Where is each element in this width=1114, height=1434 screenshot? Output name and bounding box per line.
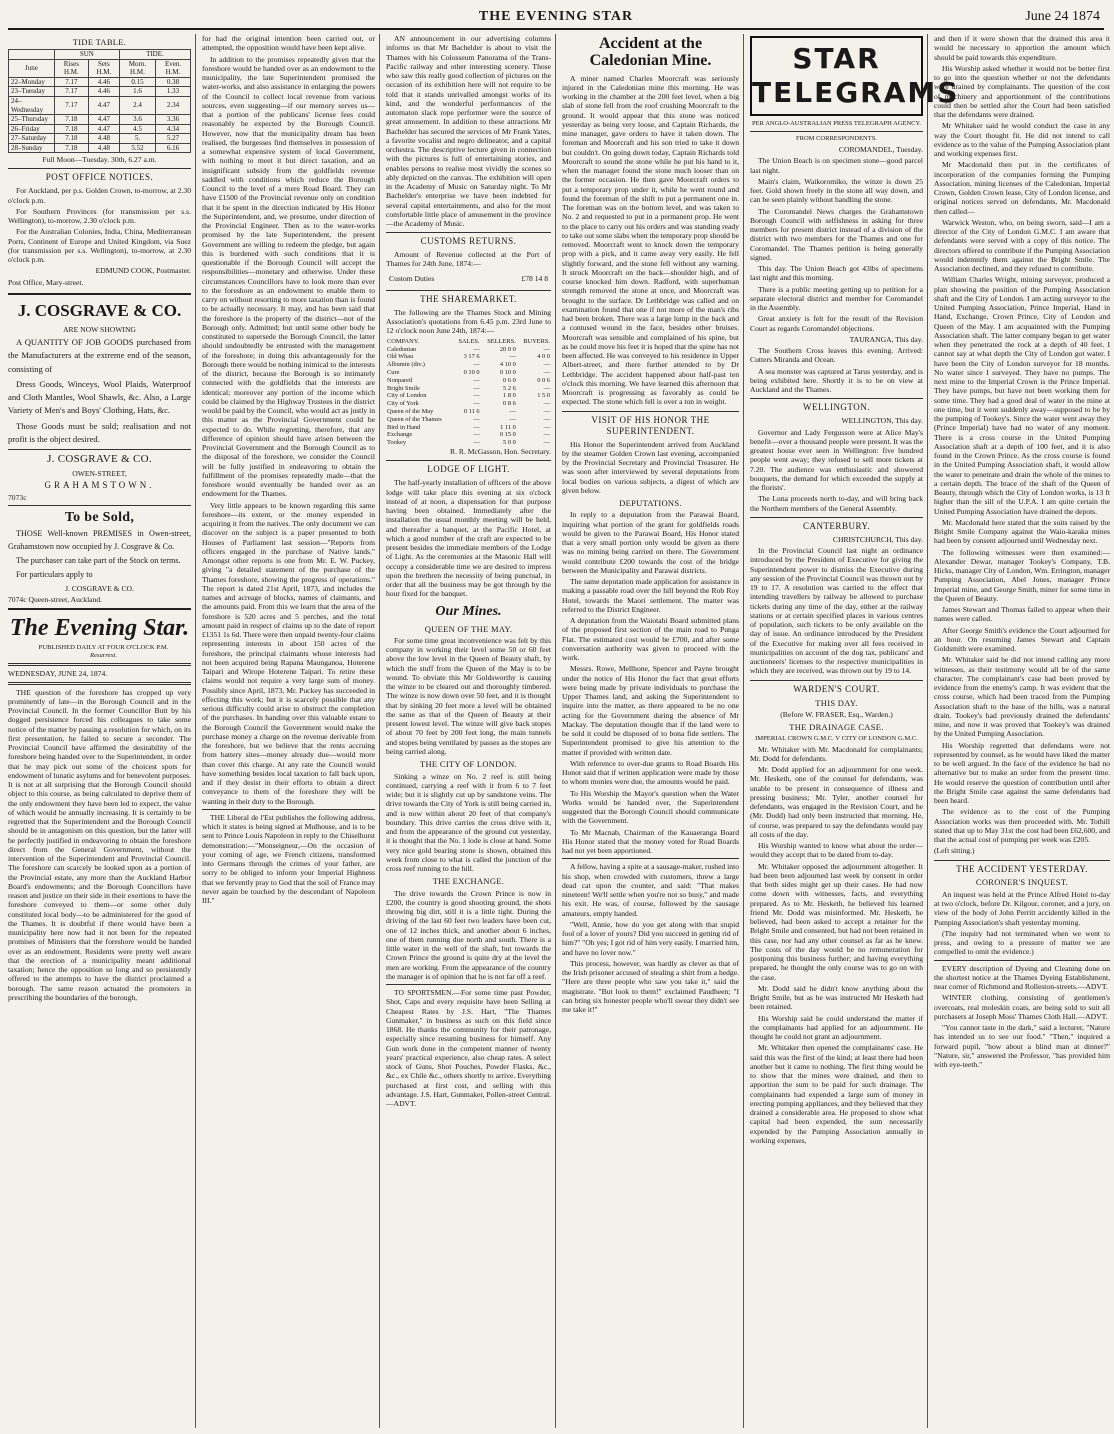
share-header: SALES. — [458, 337, 480, 345]
anecdote: "Well, Annie, how do you get along with that stupid fool of a lover of yours? Did you succeed in getting rid of him?" "Oh yes; I got rid of him very easily. I married him, and have no lover now." — [562, 919, 739, 957]
tide-cell: 4.47 — [88, 115, 119, 125]
dateline: CHRISTCHURCH, This day. — [832, 534, 923, 544]
sharemarket-title: THE SHAREMARKET. — [386, 290, 551, 305]
exchange-title: THE EXCHANGE. — [432, 876, 505, 887]
advert: WINTER clothing, consisting of gentlemen's overcoats, real moleskin coats, are being sold to suit all purchasers at Joseph Moss' Thames Cloth Hall.—ADVT. — [934, 993, 1110, 1021]
to-be-sold-text: The purchaser can take part of the Stock on terms. — [16, 555, 181, 565]
leader-continued: Very little appears to be known regarding this same foreshore—its extent, or the money expended in acquiring it from the natives. The only document we can discover on the subject is a paper presented to both Houses of Parliament last session—"Reports from officers engaged in the purchase of Native lands." Amongst other reports is one from Mr. E. W. Puckey, giving "a detailed statement of the purchase of the Thames foreshore, showing the progress of operations." The report is dated 21st April, 1873, and includes the names and acreage of blocks, names of claimants, and the amounts paid. From this we learn that the area of the foreshore is 520 acres and 5 perches, and the total amount paid in respect of claims up to the date of report £1351 1s 6d. There were then unpaid twenty-four claims representing interests in about 150 acres of the foreshore, the principal claimants whose interests had not been acquired being Rapana Maunganoa, Hoterene Taipari and Wirope Hoterene Taipari. To retire these claims would not require a very large sum of money. Possibly since April, 1873, Mr. Puckey has succeeded in effecting this work; but it is scarcely possible that any serious difficulty could arise to obstruct the completion of the purchases. In handing over this valuable estate to the Borough Council the Government would make the purchase money a charge on the revenue derivable from the foreshore, but we believe that the rents accruing from battery sites—money already due—would more than cover this charge. At any rate the Council would have something besides local taxation to fall back upon, and if they desist in their efforts to obtain a direct conveyance to them of the foreshore they will be wanting in their duty to the Borough. — [202, 500, 375, 806]
tide-title: TIDE TABLE. — [72, 37, 127, 47]
column-3 — [386, 34, 556, 1428]
court-text: James Stewart and Thomas failed to appear when their names were called. — [934, 605, 1110, 624]
tide-header: Sets H.M. — [88, 59, 119, 77]
tide-row — [9, 143, 191, 153]
tide-cell: 7.18 — [54, 115, 88, 125]
share-cell: — — [509, 353, 516, 361]
share-row — [386, 392, 551, 400]
share-cell: City of London — [387, 392, 427, 400]
court-text: His Worship regretted that defendants were not represented by counsel, as he would have liked the matter to be well argued. In the face of the evidence he had no alternative but to make an order from the present time. He would reserve the question of contribution until after the Bright Smile case against the same defendants had been heard. — [934, 740, 1110, 805]
tide-cell: 7.17 — [54, 87, 88, 97]
share-cell: 1 8 0 — [503, 392, 516, 400]
tide-cell: 2.4 — [119, 97, 155, 115]
tide-cell: 24–Wednesday — [9, 97, 55, 115]
anecdote: This process, however, was hardly as clever as that of the Irish prisoner accused of stealing a shirt from a hedge. "Here are three people who saw you take it," said the magistrate. "But look to them!" exclaimed Paudheen; "I can bring six honester people who'll swear they didn't see me take it!" — [562, 958, 739, 1015]
court-text: Mr. Whitaker then opened the complainants' case. He said this was the first of the kind; at least there had been another but it came to nothing. The first thing would be to show that the mines were drained, and then to apportion the sum to be paid for such drainage. The complainants had expended a large sum of money in erecting pumping appliances, and they believed that they drained a considerable area. He proposed to show what capital had been expended, the sum necessarily expended by the Pumping Association annually in working expenses, — [750, 1043, 923, 1145]
column-6 — [934, 34, 1114, 1428]
share-cell: — — [543, 415, 550, 423]
customs-label: Custom Duties — [389, 273, 435, 283]
customs-amount: £78 14 8 — [521, 273, 548, 283]
share-row — [386, 416, 551, 424]
share-cell: 5 2 6 — [503, 384, 516, 392]
tide-cell: 4.47 — [88, 97, 119, 115]
share-cell: 4 0 0 — [537, 353, 550, 361]
share-body — [386, 346, 551, 448]
telegram-item: There is a public meeting getting up to petition for a separate electoral district and member for Coromandel in the Assembly. — [750, 284, 923, 313]
share-cell: Exchange — [387, 431, 413, 439]
court-text: Mr. Macdonald here stated that the suits raised by the Bright Smile Company against the Waio-karaka mines had been by consent adjourned until Wednesday next. — [934, 517, 1110, 546]
tide-cell: 3.6 — [119, 115, 155, 125]
share-cell: 0 11 6 — [463, 408, 480, 415]
share-cell: Nonpareil — [387, 376, 413, 384]
correspondents-line: FROM CORRESPONDENTS. — [796, 135, 877, 143]
cosgrave-ad2-street: OWEN-STREET, — [72, 468, 127, 478]
share-row — [386, 361, 551, 369]
accident-text: A miner named Charles Moorcraft was seriously injured in the Caledonian mine this morning. He was working in the chamber at the 200 feet level, when a big slab of stone fell from the roof crushing Moorcraft to the ground. It would appear that this stone was noticed yesterday as being very loose, and Captain Richards, the mine manager, gave orders to have it taken down. The foreman and Moorcraft and his son tried to take it down but couldn't. On going down today, Captain Richards told Moorcraft to sound the stone while he put his hand to it, when the manager found the stone much looser than on the former occasion. He then gave Moorcraft orders to put a temporary prop under it, while he went round and found the foreman of the shift to put a permanent one in. The foreman was on the bottom level, and was taken to No. 2 and requested to put in a permanent prop. He went to the place to carry out his orders and was standing ready to take out some slabs when the temporary prop should be removed. Moorcraft went to knock down the temporary prop with a pick, and it came away very easily. He fell slightly forward, and the stone fell without any warning. It struck Moorcraft on the back—shoulder high, and of course knocked him down. Radford, with superhuman strength removed the stone at once, and Moorcraft was brought to the surface. Dr Lethbridge was called and on examination found that one if not more of the man's ribs had been broken. There was a large lump in the back and a contused wound in the face, besides other bruises. Moorcraft was sensible and complained of his spine, but as he could move his feet it is hoped that the spine has not been affected. He was conveyed to his residence in Upper Albert-street, and there further attended to by Dr Lethbridge. The accident happened about half-past ten o'clock this morning. We have learned this afternoon that Moorcraft is progressing as favorably as could be expected. The stone which fell is over a ton in weight. — [562, 73, 739, 407]
tide-cell: 7.18 — [54, 143, 88, 153]
telegram-item: The Southern Cross leaves this evening. Arrived: Cutters Miranda and Ocean. — [750, 346, 923, 365]
tide-cell: 7.18 — [54, 134, 88, 144]
wardens-court-title: WARDEN'S COURT. — [750, 680, 923, 695]
post-notice: For Southern Provinces (for transmission per s.s. Wellington), to-morrow, 2.30 o'clock p.m. — [8, 206, 191, 226]
share-cell: Queen of the Thames — [387, 415, 442, 423]
city-london-text: Sinking a winze on No. 2 reef is still being continued, carrying a reef with it from 6 to 7 feet wide; but it is slightly cut up by sandstone veins. The drive towards the City of York is still being carried in, and is now within about 20 feet of that company's boundary. This drive carries the cross drive with it, and from the appearance of the ground cut yesterday, it is thought that the No. 1 lode is close at hand. Some very nice gold bearing stone is shown, obtained this week from close to what is called the junction of the cross reef running to the hill. — [386, 771, 551, 874]
inquest-text: An inquest was held at the Prince Alfred Hotel to-day at two o'clock, before Dr. Kilgour, coroner, and a jury, on view of the body of John Perritt accidently killed in the Pumping Association's shaft yesterday morning. — [934, 889, 1110, 927]
tide-row — [9, 87, 191, 97]
share-cell: 20 0 0 — [499, 345, 516, 353]
tide-cell: 4.46 — [88, 77, 119, 87]
coroners-inquest-title: CORONER'S INQUEST. — [975, 877, 1069, 888]
share-cell: — — [473, 361, 480, 369]
agency-line: PER ANGLO-AUSTRALIAN PRESS TELEGRAPH AGENCY. — [752, 120, 921, 128]
share-cell: Old Whau — [387, 353, 414, 361]
tide-header: Rises H.M. — [54, 59, 88, 77]
tide-cell: 0.38 — [156, 77, 191, 87]
advert: EVERY description of Dyeing and Cleaning done on the shortest notice at the Thames Dyeing Establishment, near corner of Richmond and Rolleston-streets.—ADVT. — [934, 963, 1110, 992]
cosgrave-ad2-title: J. COSGRAVE & CO. — [47, 453, 152, 466]
customs-title: CUSTOMS RETURNS. — [386, 232, 551, 247]
share-header: SELLERS. — [487, 337, 516, 345]
sportsmen-advert: TO SPORTSMEN.—For some time past Powder, Shot, Caps and every requisite have been Selling at Cheapest Rates by J.S. Hart, "The Thames Gunmaker," in business as such on this field since 1868. He thanks the community for their patronage, especially since resuming business for himself. Any Gun work done in the competent manner of twenty years' practical experience, also cheap rates. A select stock of Guns, Shot Pouches, Powder Flasks, &c., &c., ex Chile &c., others shortly to arrive. Everything purchased at first cost, and selling with this advantage. J.S. Hart, Gunmaker, Pollen-street Central.—ADVT. — [386, 988, 551, 1109]
tide-header: June — [9, 59, 55, 77]
columns — [8, 34, 1110, 1428]
share-cell: 0 15 0 — [499, 431, 516, 439]
wellington-title: WELLINGTON. — [750, 398, 923, 413]
deputation-item: The same deputation made application for assistance in making a passable road over the hill beyond the Rob Roy Hotel, towards the Maori settlement. The matter was referred to the District Engineer. — [562, 577, 739, 614]
tide-row — [9, 115, 191, 125]
tide-cell: 1.6 — [119, 87, 155, 97]
share-cell: 0 10 0 — [499, 368, 516, 376]
court-text: His Worship wanted to know what about the order—would they accept that to be dated from to-day. — [750, 841, 923, 860]
canterbury-title: CANTERBURY. — [750, 517, 923, 532]
share-row — [386, 353, 551, 361]
telegram-item: The Luna proceeds north to-day, and will bring back the Northern members of the General Assembly. — [750, 494, 923, 513]
tide-table — [8, 49, 191, 153]
tide-cell: 2.34 — [156, 97, 191, 115]
share-cell: Bright Smile — [387, 384, 420, 392]
post-notice: For Auckland, per p.s. Golden Crown, to-morrow, at 2.30 o'clock p.m. — [8, 186, 191, 205]
share-cell: — — [509, 415, 516, 423]
before-line: (Before W. FRASER, Esq., Warden.) — [780, 709, 893, 719]
cosgrave-ad-text: Those Goods must be sold; realisation and not profit is the object desired. — [8, 420, 191, 445]
column-4 — [562, 34, 744, 1428]
tide-row — [9, 124, 191, 134]
customs-table — [386, 271, 551, 286]
share-cell: Bird in Hand — [387, 423, 421, 431]
court-text: and then if it were shown that the drained this area it would be necessary to apportion the amount which should be paid towards this expenditure. — [934, 34, 1110, 62]
this-day: THIS DAY. — [815, 697, 858, 708]
anecdote: A fellow, having a spite at a sausage-maker, rushed into his shop, when crowded with customers, threw a large dead cat upon the counter, and said: "That makes nineteen! We'll settle when you're not so busy," and made his exit. He was, of course, followed by the sausage amateurs, empty handed. — [562, 862, 739, 918]
news-item: THE Liberal de l'Est publishes the following address, which it states is being signed at Mulhouse, and is to be sent to Prince Louis Napoleon in reply to the Chiselhurst demonstration:—"Monseigneur,—On the occasion of your coming of age, we French citizens, transformed into Germans through the crimes of your father, are sorry to be obliged to inform your Imperial Highness that we fervently pray to God that the soil of France may never again be touched by the descendant of Napoleon III." — [202, 812, 375, 905]
sharemarket-table — [386, 338, 551, 447]
visit-title: VISIT OF HIS HONOR THE SUPERINTENDENT. — [562, 411, 739, 437]
post-office-address: Post Office, Mary-street. — [8, 277, 84, 287]
share-cell: — — [473, 431, 480, 439]
share-cell: — — [473, 415, 480, 423]
masthead-title: THE EVENING STAR — [478, 9, 634, 24]
deputation-item: A deputation from the Waiotahi Board submitted plans of the proposed first section of the main road to Punga Flat. The estimated cost would be £700, and after some conversation authority was given to proceed with the work. — [562, 616, 739, 663]
tide-cell: 7.17 — [54, 77, 88, 87]
share-cell: — — [473, 392, 480, 400]
tide-cell: 5.27 — [156, 134, 191, 144]
tide-cell: 7.17 — [54, 97, 88, 115]
sharemarket-sign: R. R. McGasson, Hon. Secretary. — [450, 447, 551, 457]
share-cell: — — [543, 400, 550, 408]
deputations-title: DEPUTATIONS. — [619, 498, 682, 509]
share-cell: 0 0 6 — [537, 376, 550, 384]
court-text: Mr. Whitaker said he did not intend calling any more witnesses, as their testimony would all be of the same character. The complainant's case had been proved by evidence from the enemy's camp. It was evident that the cross course, which had been traced from the Pumping Association shaft to the base of the hills, was a natural drain. Tookey's had previously drained the defendants' mine, and now it was proved that Tookey's was drained by the United Pumping Association. — [934, 655, 1110, 739]
queen-may-title: QUEEN OF THE MAY. — [424, 623, 513, 634]
post-office-title: POST OFFICE NOTICES. — [8, 168, 191, 183]
accident-title: Accident at the Caledonian Mine. — [589, 35, 712, 69]
court-text: His Worship said he could understand the matter if the complainants had applied for an adjournment. He thought he could not grant an adjournment. — [750, 1013, 923, 1042]
tide-header: Morn. H.M. — [119, 59, 155, 77]
our-mines-title: Our Mines. — [435, 603, 502, 619]
tide-cell: 6.16 — [156, 143, 191, 153]
share-cell: — — [543, 384, 550, 392]
court-text: Mr Whitaker said he would conduct the case in any way the Court thought fit. He did not intend to call evidence as to the value of the Pumping Association plant and working expenses first. — [934, 121, 1110, 158]
deputation-item: Messrs. Rowe, Mellhone, Spencer and Payne brought under the notice of His Honor the fact that great efforts were being made by private individuals to purchase the Upper Thames land, and asking the Superintendent to inquire into the matter, as there appeared to be no one acting for the Government during the absence of Mr Mackay. The deputation thought that if the land were to be sold it could be disposed of to bona fide settlers. The Superintendent promised to give his attention to the matter if provided with written date. — [562, 664, 739, 757]
inquest-text: (The inquiry had not terminated when we went to press, and owing to a pressure of matter we are compelled to omit the evidence.) — [934, 928, 1110, 957]
share-cell: 1 11 0 — [500, 423, 516, 431]
court-text: Mr. Whitaker opposed the adjournment altogether. It had been been adjourned last week by consent in order that both sides might get up their cases. He had now come down with witnesses, facts, and everything prepared. As to Mr. Hesketh, he believed his learned friend Mr. Dodd was misinformed. Mr. Hesketh, he believed, had been asked to accept a retainer for the Bright Smile and consented, but had not been retained in this case, nor had any other counsel as far as he knew. The costs of the day would be no remuneration for postponing this business further; and having everything prepared, he thought the only course was to go on with the case. — [750, 861, 923, 982]
court-text: Mr. Dodd said he didn't know anything about the Bright Smile, but as he was instructed Mr Hesketh had been retained. — [750, 983, 923, 1012]
court-text: Mr. Dodd applied for an adjournment for one week. Mr. Hesketh, one of the counsel for defendants, was unable to be present in consequence of illness and pressing business; Mr. Tyler, another counsel for defendants, was engaged in the Revision Court, and he (Mr. Dodd) had only been instructed that morning. He, of course, was prepared to say the defendants would pay all costs of the day. — [750, 765, 923, 839]
column-1 — [8, 34, 196, 1428]
tide-row — [9, 134, 191, 144]
court-text: The following witnesses were then examined:—Alexander Dewar, manager Tookey's Company, T.B. Hicks, manager City of London, Wm. Errington, manager Pumping Association, Abel Jones, manager Prince Imperial mine, and George Smith, miner for some time in the Queen of Beauty. — [934, 547, 1110, 603]
evening-star-date: WEDNESDAY, JUNE 24, 1874. — [8, 669, 108, 679]
tide-cell: 4.48 — [88, 143, 119, 153]
share-row — [386, 369, 551, 377]
share-cell: 4 10 0 — [499, 361, 516, 369]
tide-cell: 4.46 — [88, 87, 119, 97]
to-be-sold-address: 7074c Queen-street, Auckland. — [8, 594, 103, 604]
tide-cell: 3.36 — [156, 115, 191, 125]
court-text: Warwick Weston, who, on being sworn, said—I am a director of the City of London G.M.C. I am aware that defendants were served with a copy of this notice. The directors offered to contribute if the Pumping Association would indemnify them against the Bright Smile. The Association declined, and they refused to contribute. — [934, 217, 1110, 273]
share-cell: 0 8 6 — [503, 400, 516, 408]
share-cell: Albumin (div.) — [387, 361, 425, 369]
share-cell: Tookey — [387, 439, 407, 447]
deputation-item: In reply to a deputation from the Parawai Board, inquiring what portion of the grant for goldfields roads would be given to the Parawai Board, His Honor stated that a very small portion only would be given as there was no mining being carried on there. The Government would contribute £200 towards the cost of the bridge between the Municipality and Parawai districts. — [562, 510, 739, 575]
postmaster-sign: EDMUND COOK, Postmaster. — [95, 266, 191, 276]
share-cell: — — [543, 423, 550, 431]
share-cell: 5 0 0 — [503, 439, 516, 447]
share-cell: 1 5 0 — [537, 392, 550, 400]
share-cell: Caledonian — [387, 345, 417, 353]
court-text: The evidence as to the cost of the Pumping Association works was then proceeded with. Mr. Tothill stated that up to May 31st the cost had been £62,600, and that the actual cost of pumping per week was £205. — [934, 807, 1110, 844]
share-row — [386, 385, 551, 393]
leader-article: THE question of the foreshore has cropped up very prominently of late—in the Borough Council and in the Provincial Council. In the former Councillor Butt by his dogged persistence forced his colleagues to take some notice of the matter by passing a resolution for which, on its first presentation, he failed to secure a seconder. The Provincial Council have affirmed the desirability of the foreshore being handed over to the Superintendent, in order that he may pick out some of the choicest spots for endowment of lunatic asylums and for benevolent purposes. It is not at all surprising that the Borough Council should object to this course, as being calculated to deprive them of the only endowment they have been led to expect, the value of which would be annually increasing. It is certainly to be regretted that the Superintendent and the Borough Council should be in antagonism on this question, but the latter will be perfectly justified in endeavoring to obtain the foreshore direct from the General Government, without the intervention of the Superintendent and Provincial Council. The foreshore can scarcely be looked upon as a portion of the Provincial estate, any more than the Auckland Harbor Board's endowments; and the Borough Councillors have reason and justice on their side in their exertions to have the foreshore conveyed to them—or some other duly constituted local body—to be administered for the good of the Thames. It is doubtful if there would have been a municipality here now had it not been for the repeated promises of Ministers that the foreshore would be handed over as an endowment. Residents were pretty well aware that the erection of a municipality meant additional taxation; hence the opposition so long and so persistently offered to the attempts to have the district proclaimed a borough. The same reason actuated the promoters in prescribing the boundaries of the borough, — [8, 687, 191, 1002]
share-row — [386, 346, 551, 354]
share-cell: — — [473, 439, 480, 447]
to-be-sold-text: THOSE Well-known PREMISES in Owen-street, Grahamstown now occupied by J. Cosgrave & Co. — [8, 529, 191, 551]
share-cell: — — [473, 376, 480, 384]
share-cell: — — [473, 345, 480, 353]
share-cell: — — [543, 408, 550, 415]
share-cell: — — [473, 423, 480, 431]
share-cell: — — [473, 384, 480, 392]
anecdote: "You cannot taste in the dark," said a lecturer, "Nature has intended us to see our food." "Then," inquired a forward pupil, "how about a blind man at dinner?" "Nature, sir," answered the Professor, "has provided him with eye-teeth." — [934, 1023, 1110, 1070]
share-header: BUYERS. — [523, 337, 550, 345]
dateline: COROMANDEL, Tuesday. — [838, 145, 923, 155]
lodge-text: The half-yearly installation of officers of the above lodge will take place this evening at six o'clock instead of at noon, a dispensation for that purpose having been obtained. Immediately after the installation the usual monthly meeting will be held, and thereafter a banquet, at the Pacific Hotel, at which a good number of the craft are expected to be present besides the immediate members of the Lodge of Light. As the ceremonies at the Masonic Hall will occupy a considerable time we are desired to impress upon the brethren the necessity of being punctual, in order that all the business may be got through by the hour fixed for the banquet. — [386, 478, 551, 599]
tide-cell: 4.48 — [88, 134, 119, 144]
court-text: Mr Macdonald then put in the certificates of incorporation of the companies forming the Pumping Association, mining licenses of the Caledonian, Imperial Crown, Golden Crown lease, City of London license, and original notices served on defendants, Mr. Macdonald then called— — [934, 160, 1110, 216]
tide-row — [9, 97, 191, 115]
tide-cell: 22–Monday — [9, 77, 55, 87]
tide-cell: 25–Thursday — [9, 115, 55, 125]
share-cell: — — [543, 361, 550, 369]
share-cell: — — [543, 368, 550, 376]
share-row — [386, 408, 551, 416]
tide-row — [9, 77, 191, 87]
cosgrave-ad-sub: ARE NOW SHOWING — [63, 324, 136, 334]
telegram-item: Governor and Lady Fergusson were at Alice May's benefit—over a thousand people were present. It was the greatest house ever seen in Wellington: five hundred people went away; they refused to sell more tickets at 7.20. The audience was enthusiastic and showered bouquets, the demand for which exceeded the supply at the florists'. — [750, 427, 923, 493]
telegram-item: This day. The Union Beach got 43lbs of specimens last night and this morning. — [750, 264, 923, 283]
tide-cell: 0.15 — [119, 77, 155, 87]
accident-yesterday-title: THE ACCIDENT YESTERDAY. — [934, 860, 1110, 875]
court-text: William Charles Wright, mining surveyor, produced a plan showing the position of the Pumping Association shaft and the City of London. I am acting surveyor to the United Pumping Association, Prince Imperial, Hand in Hand, Exchange, Crown Prince, City of London and Queen of the May. I am acquainted with the Pumping Association shaft. The latter company began to get water when they penetrated the rock at a depth of 40 feet. I cannot say at what depth the City of London got water. I have been the City of London surveyor for 18 months. No water since I surveyed. They have no pumps. The next mine to the Imperial Crown is the Prince Imperial. They have pumps, but have not been working them for some time. They had a good deal of water in the mine at one time, but it went suddenly away—supposed to be by the pumping of Tookey's. Since the water went away they (Prince Imperial) have had no water of any moment. There is a cross course in the United Pumping Association shaft at a depth of 100 feet, and it is also found in the Crown Prince. As the cross course is found in the United Pumping Association shaft, it would allow the water to penetrate and drain the whole of the mines to a certain depth. The brace of the shaft of the Queen of Beauty, through which the City of London works, is 13 ft higher than the sill of the U.P.A. I am quite certain the United Pumping Association have drained the depots. — [934, 275, 1110, 516]
tide-group-sun: SUN — [54, 50, 119, 60]
court-text: After George Smith's evidence the Court adjourned for an hour. On resuming James Stewart and Captain Goldsmith were examined. — [934, 625, 1110, 653]
telegram-item: Main's claim, Waikoromiko, the winze is down 25 feet. Gold shown freely in the stone all way down, and can be seen plainly without handling the stone. — [750, 176, 923, 205]
share-cell: Cure — [387, 368, 400, 376]
star-telegrams-title: STAR TELEGRAMS — [750, 36, 923, 116]
evening-star-published: PUBLISHED DAILY AT FOUR O'CLOCK P.M. — [38, 644, 169, 652]
share-row — [386, 377, 551, 385]
share-cell: — — [543, 345, 550, 353]
cosgrave-ad-text: A QUANTITY OF JOB GOODS purchased from the Manufacturers at the extreme end of the season, consisting of — [8, 336, 191, 374]
telegram-item: A sea monster was captured at Tarus yesterday, and is being exhibited here. Shortly it is to be on view at Auckland and the Thames. — [750, 366, 923, 395]
telegram-item: The Union Beach is on specimen stone—good parcel last night. — [750, 156, 923, 175]
visit-text: His Honor the Superintendent arrived from Auckland by the steamer Golden Crown last evening, accompanied by the Provincial Secretary and Provincial Treasurer. He was soon after interviewed by several deputations from local bodies on various subjects, a digest of which are given below. — [562, 439, 739, 495]
exchange-text: The drive towards the Crown Prince is now in £200, the country is good shooting ground, the shots throwing big dirt, still it is a little tight. During the driving of the last 60 feet two leaders have been cut, one of 12 inches thick, and another about 6 inches, one of them running due north and south. There is a little water in the well of the shaft, but towards the Crown Prince the ground is quite dry at the level the men are working. From the appearance of the country the manager is of opinion that he is not far off a reef. — [386, 888, 551, 981]
sharemarket-text: The following are the Thames Stock and Mining Association's quotations from 6.45 p.m. 23rd June to 12 o'clock noon June 24th, 1874:— — [386, 307, 551, 336]
dateline: TAURANGA, This day. — [849, 334, 923, 344]
tide-cell: 1.33 — [156, 87, 191, 97]
share-header: COMPANY. — [387, 337, 420, 345]
tide-cell: 23–Tuesday — [9, 87, 55, 97]
announcement: AN announcement in our advertising columns informs us that Mr Bachelder is about to visit the Thames with his Colosseum Panorama of the Trans-Pacific railway and other interesting scenery. Those who saw this really good collection of pictures on the occasion of its exhibition here will not require to be told that it stands unrivalled amongst works of its kind, and the wonderful performances of the automaton slack rope performer were the source of great amusement. In addition to these attractions Mr Bachelder has secured the services of Mr Frank Yates, a favorite vocalist and negro delineator, and a capital orchestra. The descriptive lecture given in connection with the pictures is full of entertaining stories, and enables persons to realise most vividly the scenes so ably depicted on the canvas. The exhibition will open in the Academy of Music on Saturday night. To Mr Bachelder's enterprise we have been indebted for several capital entertainments, and also for the most comfortable little place of amusement in the province—the Academy of Music. — [386, 34, 551, 228]
share-cell: 0 10 0 — [463, 368, 480, 376]
tide-cell: 27–Saturday — [9, 134, 55, 144]
dateline: WELLINGTON, This day. — [841, 416, 923, 426]
cosgrave-ad-title: J. COSGRAVE & CO. — [8, 293, 191, 322]
masthead-date: June 24 1874 — [1025, 9, 1100, 24]
telegram-item: Great anxiety is felt for the result of the Revision Court as regards Coromandel objections. — [750, 314, 923, 333]
share-cell: Queen of the May — [387, 408, 434, 415]
to-be-sold-text: For particulars apply to — [16, 570, 93, 580]
share-cell: — — [473, 400, 480, 408]
tide-body — [9, 77, 191, 152]
tide-cell: 28–Sunday — [9, 143, 55, 153]
customs-text: Amount of Revenue collected at the Port of Thames for 24th June, 1874:— — [386, 250, 551, 269]
tide-cell: 26–Friday — [9, 124, 55, 134]
to-be-sold-title: To be Sold, — [64, 510, 135, 526]
leader-continued: for had the original intention been carried out, or attempted, the opposition would have been kept alive. — [202, 34, 375, 53]
share-cell: — — [543, 431, 550, 439]
share-row — [386, 424, 551, 432]
deputation-item: To Mr Macnab, Chairman of the Kauaeranga Board His Honor stated that the money voted for Road Boards had not yet been apportioned. — [562, 827, 739, 856]
evening-star-motto: Resurrexi. — [89, 652, 118, 660]
deputation-item: With reference to over-due grants to Road Boards His Honor said that if written application were made by those to whom monies were due, the amounts would be paid. — [562, 758, 739, 787]
queen-may-text: For some time great inconvenience was felt by this company in working their level some 50 or 60 feet above the low level in the Queen of Beauty shaft, by which the stuff from the Queen of the May is to be wound. To obviate this Mr Goldsworthy is causing the winze to be cleared out and thoroughly timbered. The winze is now down over 50 feet, and it is thought that by sinking 20 feet more a level will be obtained the same as that of the Queen of Beauty at their present lowest level. The winze will give back stopes of about 70 feet by 200 feet long, the main tunnels and stopes being ventilated by passes as the stopes are being carried along. — [386, 635, 551, 756]
post-notice: For the Australian Colonies, India, China, Mediterranean Ports, Continent of Europe and United Kingdom, via Suez (for transmission per s.s. Wellington), to-morrow, at 2.30 o'clock p.m. — [8, 227, 191, 265]
full-moon: Full Moon—Tuesday. 30th, 6.27 a.m. — [42, 155, 157, 165]
cosgrave-ad2-town: GRAHAMSTOWN. — [44, 480, 155, 491]
masthead — [8, 6, 1104, 30]
telegram-item: The Coromandel News charges the Grahamstown Borough Council with selfishness in asking for three members for present district instead of a division of the district with two members for the Thames and one for Coromandel. The Thames petition is being generally signed. — [750, 206, 923, 262]
ad-code: 7073c — [8, 493, 27, 503]
share-cell: — — [509, 408, 516, 415]
telegram-item: In the Provincial Council last night an ordinance introduced by the President of Executive for giving the Superintendent power to dismiss the Executive during any session of the Provincial Council was thrown out by 19 to 17. A resolution was carried to the effect that intending travellers by railway be allowed to purchase tickets during any time of the day, either at the railway stations or at certain specified places in various centres of population, such tickets to be only available on the day of issue. An ordinance introduced by the President of the Executive for making over all fees received in municipalities on account of the dog tax, publicans' and auctioneers' licenses to the respective municipalities in which they are received, was thrown out by 19 to 14. — [750, 546, 923, 676]
tide-cell: 4.47 — [88, 124, 119, 134]
cosgrave-ad-text: Dress Goods, Winceys, Wool Plaids, Waterproof and Cloth Mantles, Wool Shawls, &c. Also, a Large Variety of Men's and Boys' Clothing, Hats, &c. — [8, 378, 191, 416]
court-text: Mr. Whitaker with Mr. Macdonald for complainants; Mr. Dodd for defendants. — [750, 744, 923, 763]
deputation-item: To His Worship the Mayor's question when the Water Works would be handed over, the Superintendent suggested that the Borough Council should communicate with the Government. — [562, 788, 739, 826]
city-london-title: THE CITY OF LONDON. — [420, 759, 517, 770]
evening-star-masthead: The Evening Star. — [8, 608, 191, 643]
share-row — [386, 439, 551, 447]
share-cell: 0 6 0 — [503, 376, 516, 384]
tide-cell: 4.5 — [119, 124, 155, 134]
drainage-case-title: THE DRAINAGE CASE. — [789, 722, 884, 733]
tide-cell: 5. — [119, 134, 155, 144]
tide-cell: 7.18 — [54, 124, 88, 134]
share-cell: 3 17 6 — [463, 353, 480, 361]
tide-cell: 4.34 — [156, 124, 191, 134]
left-sitting: (Left sitting.) — [934, 846, 975, 856]
tide-cell: 5.52 — [119, 143, 155, 153]
leader-continued: In addition to the promises repeatedly given that the foreshore would be handed over as an endowment to the municipality, the late Superintendent promised the water-works, and also assistance in enlarging the powers of the Council to collect local revenue from various sources, even suggesting—if our memory serves us—that a portion of the publicans' license fees could reasonably be expected by the Borough Council. However, now that the municipality dream has been realised, the burgesses find themselves in possession of a somewhat expensive system of local Government, with nothing to meet it but direct taxation, and an insignificant subsidy from the goldfields revenue saddled with conditions which reduce the Borough Council to the level of a mere Road Board. They can have £1500 of the Provincial revenue only on condition that it be spent in the direction indicated by His Honor the Superintendent, and, we presume, under direction of the Provincial Engineer. Then as to the water-works promised by the late Superintendent, the present Government are willing to redeem the pledge, but again this is burdened with such conditions that it is questionable if the Borough Council will accept the responsibilities—monetary and otherwise. Under these circumstances Councillors have to look more than ever to the foreshore as an endowment to enable them to carry on without resorting to more taxation than is found to be actually necessary. It may, and has been said that the foreshore is the property of the district—not of the Borough only. Admitted; but until some other body be constituted to supersede the Borough Council, the latter should undoubtedly be entrusted with the management of the foreshore; in doing this advantageously for the Borough there would be nothing inimical to the interests of the district, because the Borough is so intimately connected with the goldfields that the interests are identical; moreover any portion of the income which could be claimed by the Highway Trustees in the district would be paid by the Council, who would act as justly in this matter as the Provincial Government could be expected to do. While regretting, therefore, that any difference of opinion should have arisen between the Provincial Government and the Borough Council as to the disposal of the foreshore, we consider the Council will be fully justified in endeavoring to obtain the fulfillment of the promises repeatedly made—that the foreshore would eventually be handed over as an endowment for the Thames. — [202, 54, 375, 499]
tide-group-tide: TIDE. — [119, 50, 190, 60]
share-row — [386, 431, 551, 439]
share-cell: — — [543, 439, 550, 447]
tide-header: Even. H.M. — [156, 59, 191, 77]
column-2 — [202, 34, 380, 1428]
case-title: IMPERIAL CROWN G.M.C. V CITY OF LONDON G.M.C. — [755, 734, 918, 742]
court-text: His Worship asked whether it would not be better first to go into the question whether or not the defendants were drained by complainants. The question of the cost of machinery and apportionment of the contributions could then be settled after the Court had been satisfied that the defendants were drained. — [934, 63, 1110, 119]
share-row — [386, 400, 551, 408]
lodge-title: LODGE OF LIGHT. — [386, 460, 551, 475]
to-be-sold-sign: J. COSGRAVE & CO. — [65, 583, 134, 593]
share-cell: City of York — [387, 400, 419, 408]
